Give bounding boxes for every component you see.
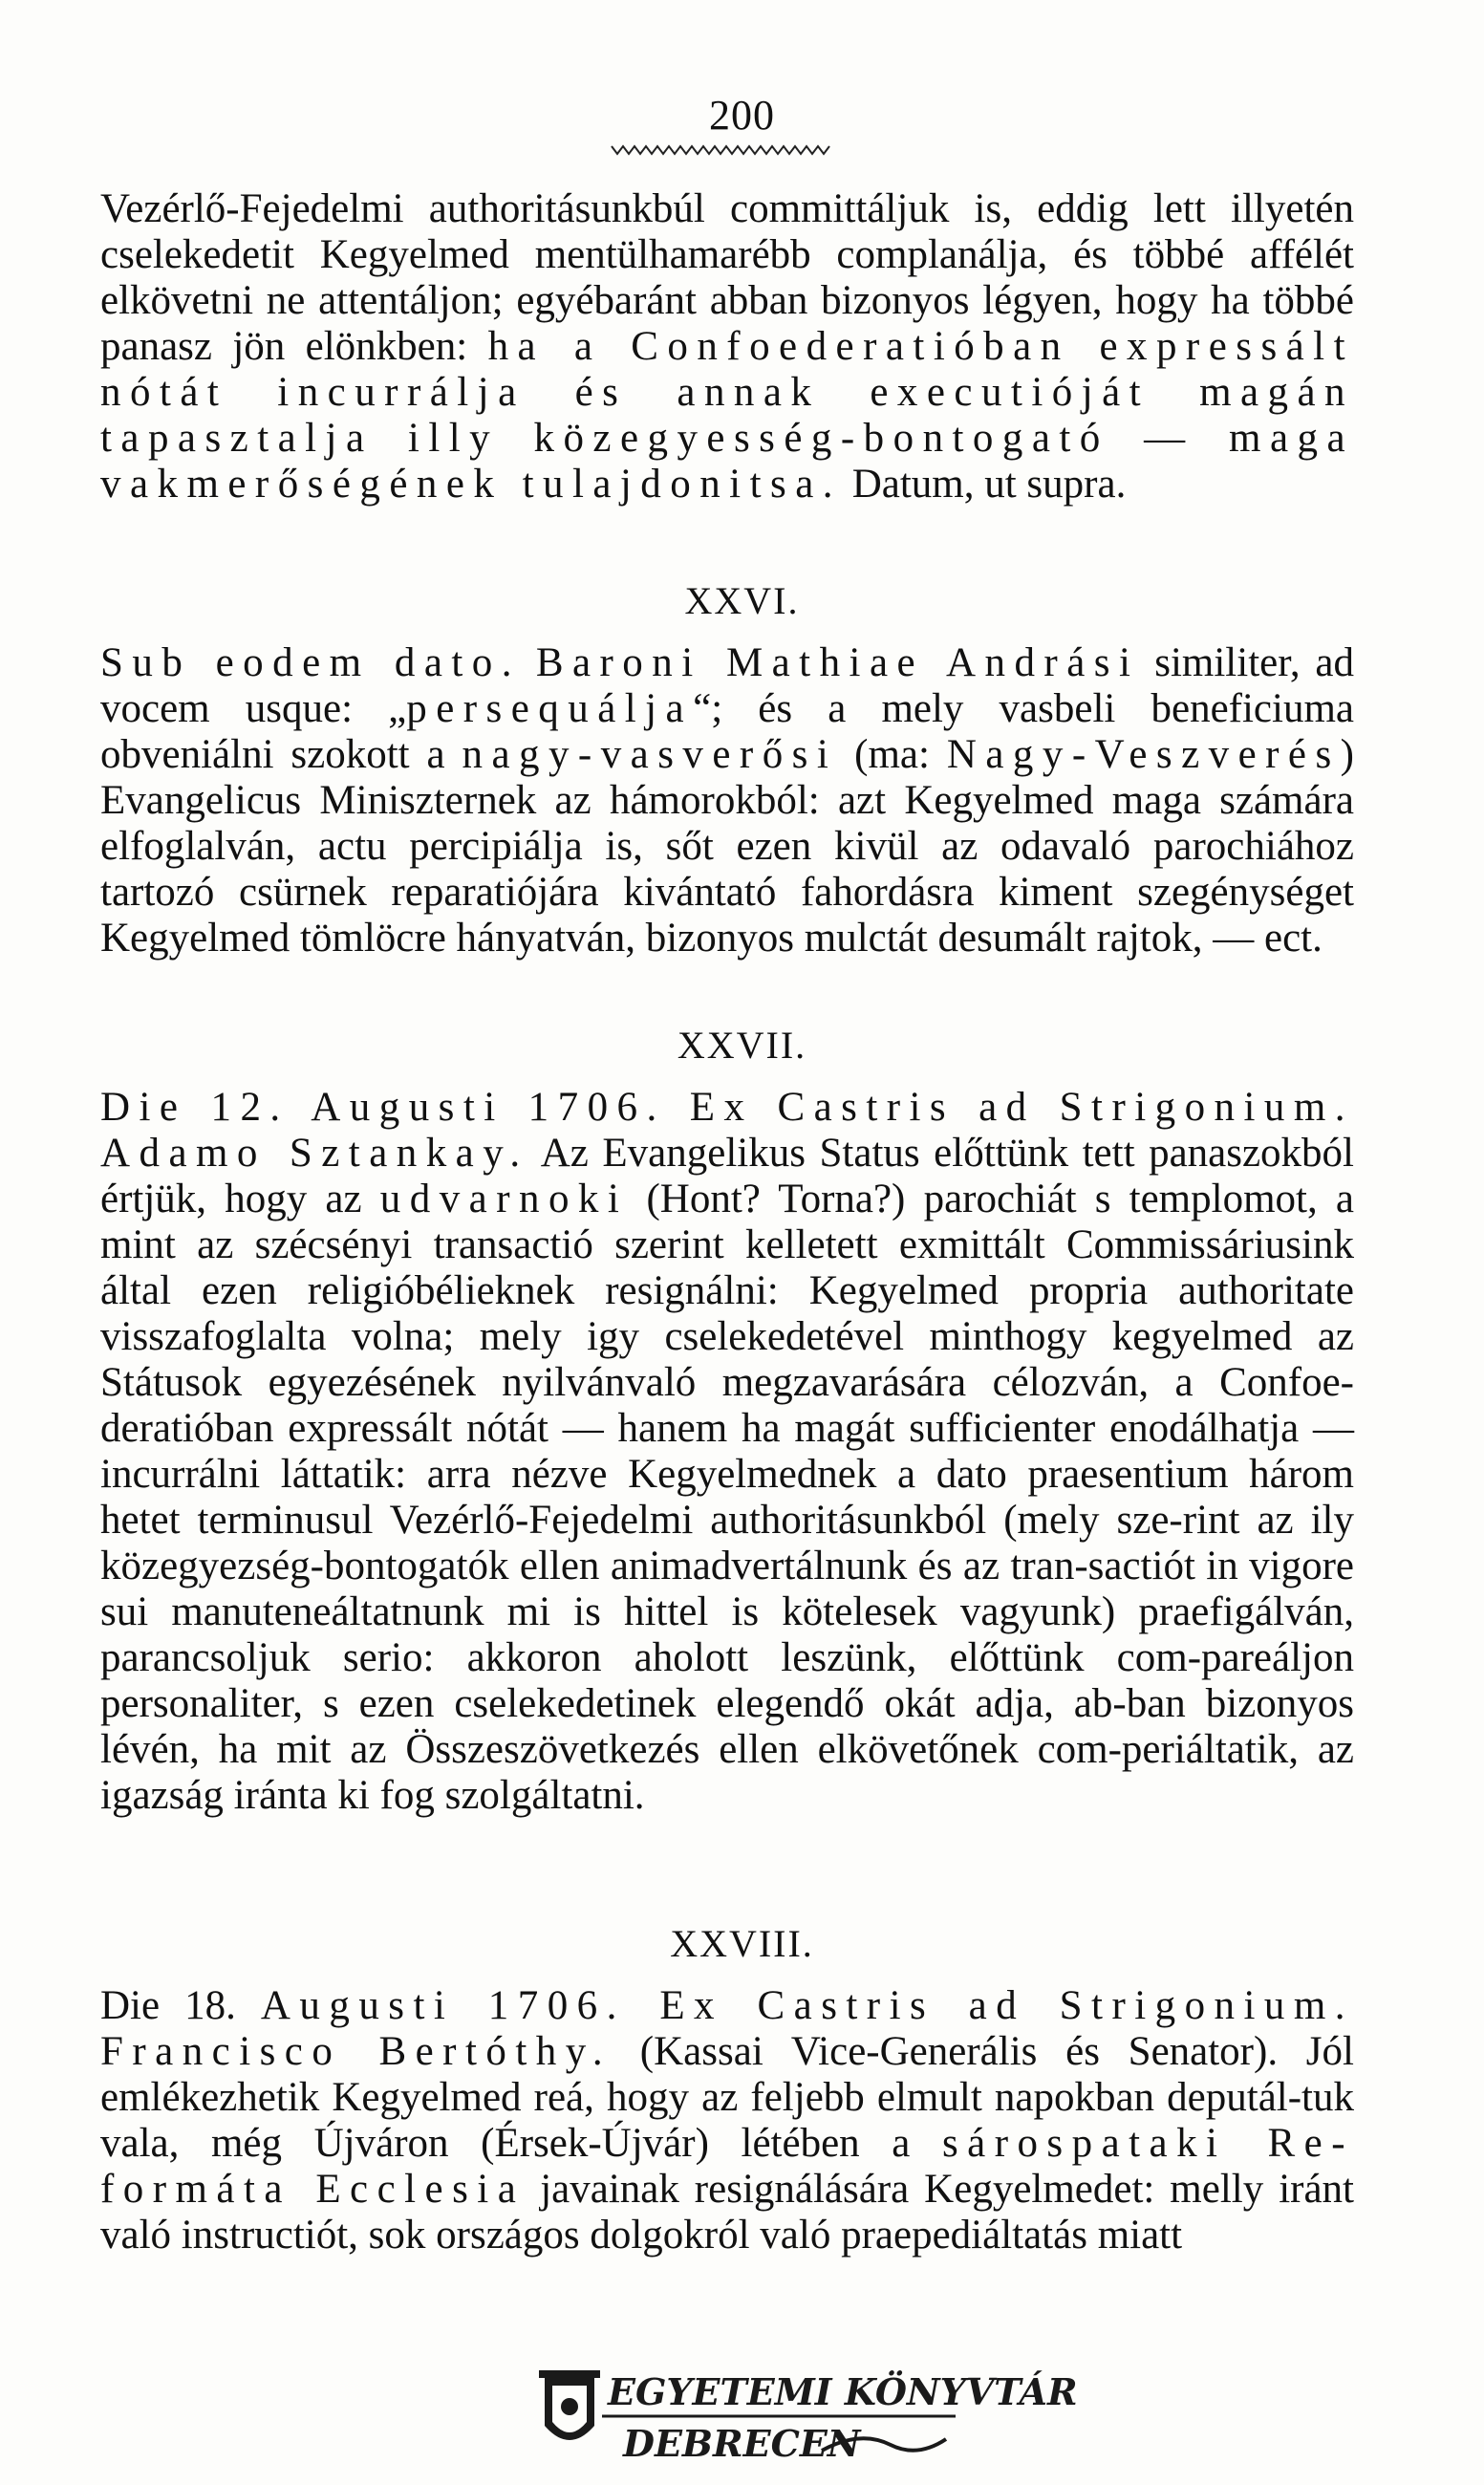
spaced-text-run: Sub eodem dato. [100,640,521,685]
page-number: 200 [709,92,775,139]
spaced-text-run: Nagy-Veszverés [946,732,1341,777]
stamp-crest-icon [539,2370,600,2440]
text-run: (Kassai Vice-Generális és Senator). Jól emlékezhetik Kegyelmed reá, hogy az feljebb elmult napokban deputál-tuk vala, még Újváron (Érsek-Újvár) létében a [100,2029,1354,2166]
spaced-text-run: sárospataki Re-formáta Ecclesia [100,2121,1354,2212]
spaced-text-run: Baroni Mathiae Andrási [535,640,1140,685]
text-run: Vezérlő-Fejedelmi authoritásunkbúl committáljuk is, eddig lett illyetén cselekedetit Kegyelmed mentülhamarébb complanálja, és többé affélét elkövetni ne attentáljon; egyébaránt abban bizonyos légyen, hogy ha többé panasz jön elönkben: [100,186,1354,369]
stamp-line-1: EGYETEMI KÖNYVTÁR [608,2370,1078,2413]
text-run: Die 18. [100,1983,261,2028]
spaced-text-run: Augusti 1706. Ex Castris ad Strigonium. Francisco Bertóthy. [100,1983,1354,2074]
text-run: “; és a mely vasbeli beneficiuma obveniálni szokott a [100,686,1354,777]
text-run [521,640,536,685]
paragraph-xxvi [100,640,1354,962]
paragraph-xxviii [100,1983,1354,2258]
section-heading-xxvii: XXVII. [677,1024,807,1067]
section-heading-xxviii: XXVIII. [670,1922,814,1965]
spaced-text-run: nagy-vasverősi [462,732,838,777]
text-run: similiter, ad vocem usque: „ [100,640,1355,731]
text-run: javainak resignálására Kegyelmedet: melly iránt való instructiót, sok országos dolgokról való praepediáltatás miatt [100,2167,1354,2258]
spaced-text-run: Die 12. Augusti 1706. Ex Castris ad Strigonium. Adamo Sztankay. [100,1085,1354,1176]
text-run: (ma: [837,732,947,777]
paragraph-xxvii [100,1085,1354,1819]
stamp-line-2: DEBRECEN [623,2422,861,2465]
text-run: ) Evangelicus Miniszternek az hámorokból: azt Kegyelmed maga számára elfoglalván, actu percipiálja is, sőt ezen kivül az odavaló parochiához tartozó csürnek reparatiójára kivántató fahordásra kiment szegénységet Kegyelmed tömlöcre hányatván, bizonyos mulctát desumált rajtok, — ect. [100,732,1354,961]
spaced-text-run: udvarnoki [379,1177,629,1221]
spaced-text-run: ha a Confoederatióban expressált nótát incurrálja és annak executióját magán tapasztalja illy közegyesség-bontogató — maga vakmerőségének tulajdonitsa. [100,324,1354,507]
library-stamp [535,2359,1078,2474]
text-run: Datum, ut supra. [841,462,1127,507]
text-run: Az Evangelikus Status előttünk tett panaszokból értjük, hogy az [100,1131,1355,1221]
text-run: (Hont? Torna?) parochiát s templomot, a mint az szécsényi transactió szerint kelletett exmittált Commissáriusink által ezen religióbélieknek resignálni: Kegyelmed propria authoritate visszafoglalta volna; mely igy cselekedetével minthogy kegyelmed az Státusok egyezésének nyilvánvaló megzavarására célozván, a Confoe-deratióban expressált nótát — hanem ha magát sufficienter enodálhatja — incurrálni láttatik: arra nézve Kegyelmednek a dato praesentium három hetet terminusul Vezérlő-Fejedelmi authoritásunkból (mely sze-rint az ily közegyezség-bontogatók ellen animadvertálnunk és az tran-sactiót in vigore sui manuteneáltatnunk mi is hittel is kötelesek vagyunk) praefigálván, parancsoljuk serio: akkoron aholott leszünk, előttünk com-pareáljon personaliter, s ezen cselekedetinek elegendő okát adja, ab-ban bizonyos lévén, ha mit az Összeszövetkezés ellen elkövetőnek com-periáltatik, az igazság iránta ki fog szolgáltatni. [100,1177,1354,1818]
section-heading-xxvi: XXVI. [684,579,800,622]
page-number-ornament [612,143,831,157]
paragraph-continuation [100,186,1354,508]
spaced-text-run: persequálja [406,686,694,731]
